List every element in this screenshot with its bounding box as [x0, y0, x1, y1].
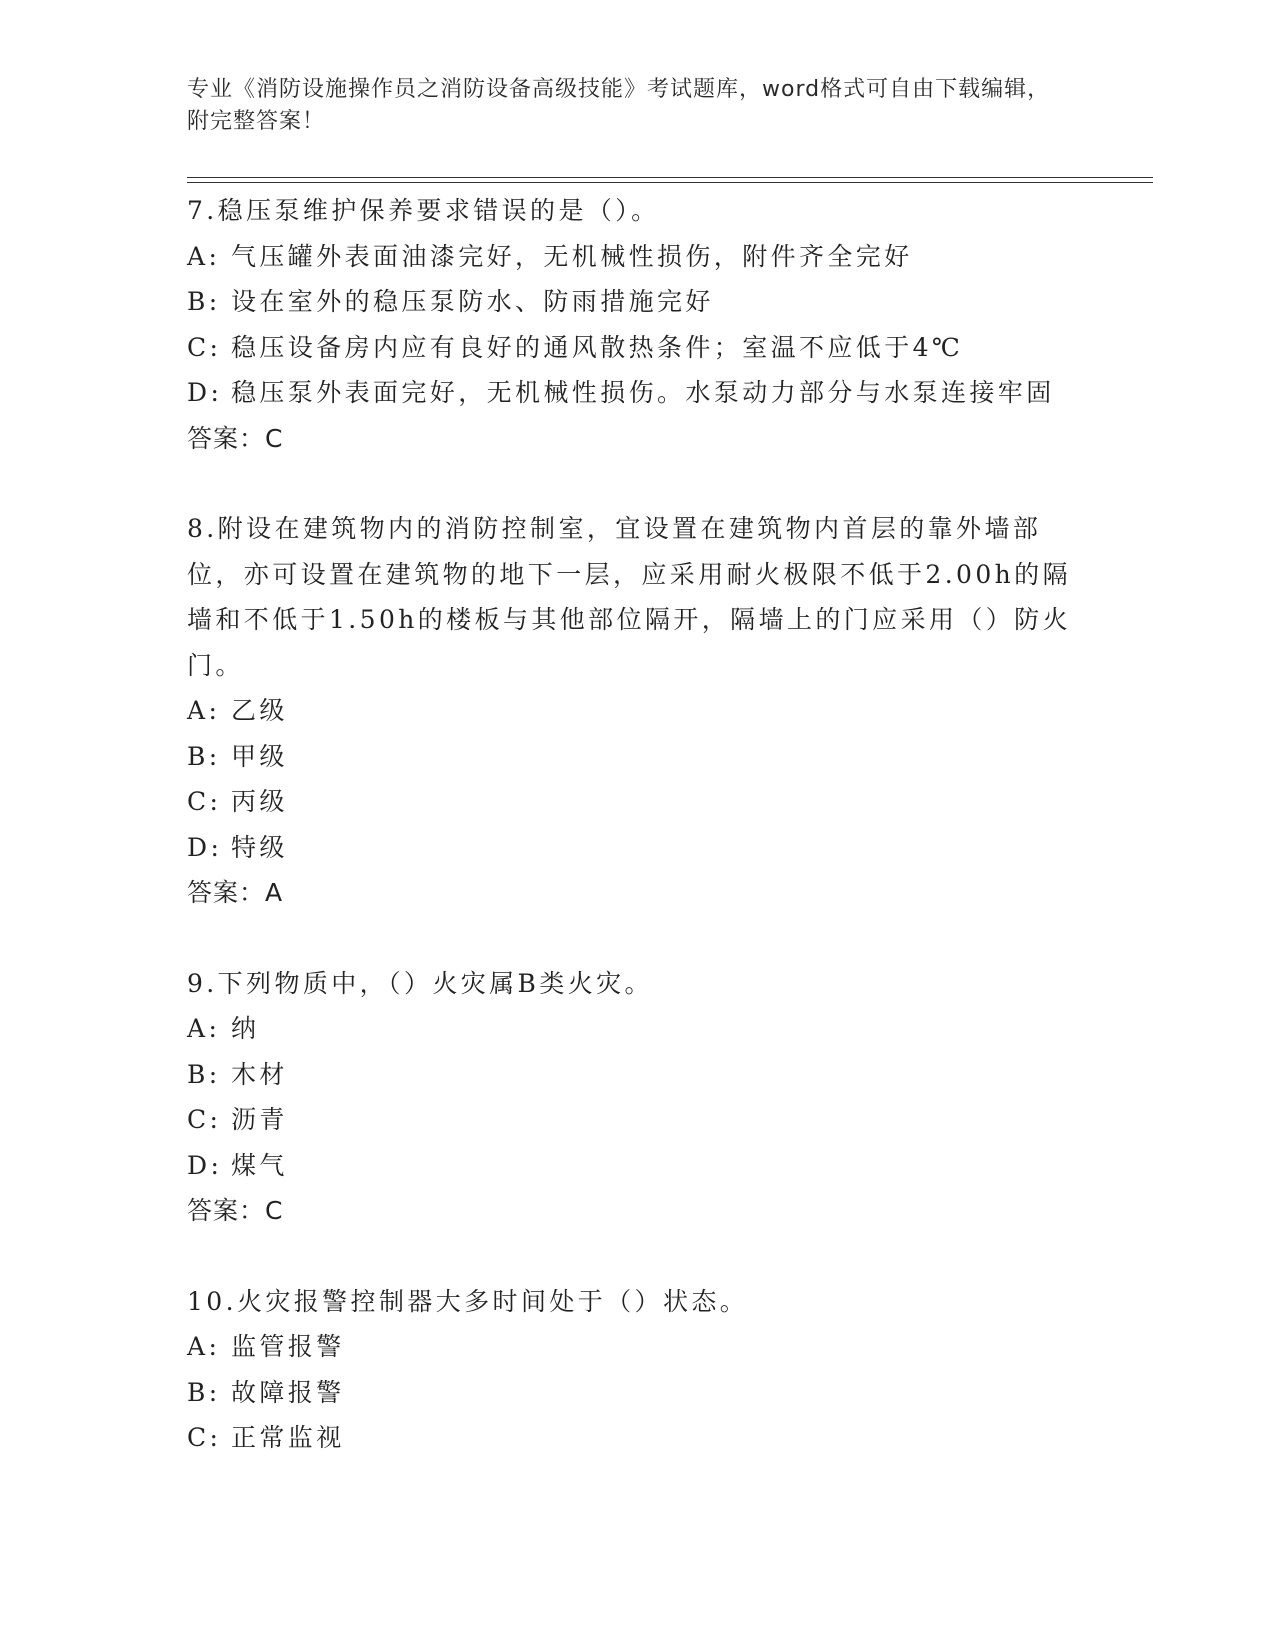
option-d	[187, 1143, 1087, 1189]
option-d	[187, 825, 1087, 871]
option-text: 设在室外的稳压泵防水、防雨措施完好	[231, 287, 714, 316]
option-d	[187, 370, 1087, 416]
header-divider-bottom	[187, 182, 1153, 183]
question-8	[187, 506, 1087, 916]
option-text: 乙级	[231, 696, 288, 725]
question-stem: 9.下列物质中，（）火灾属B类火灾。	[187, 968, 653, 998]
option-b	[187, 1370, 1087, 1416]
option-key: D:	[187, 832, 223, 862]
option-a	[187, 1006, 1087, 1052]
answer-line: 答案：C	[187, 423, 284, 453]
option-key: A:	[187, 1332, 221, 1361]
question-spacer	[187, 916, 1087, 961]
answer-line: 答案：C	[187, 1196, 284, 1225]
question-10	[187, 1279, 1087, 1461]
question-list	[187, 188, 1087, 1461]
header-divider-top	[187, 177, 1153, 178]
option-text: 沥青	[231, 1105, 288, 1134]
option-text: 稳压设备房内应有良好的通风散热条件；室温不应低于4℃	[231, 332, 964, 362]
question-stem: 7.稳压泵维护保养要求错误的是（）。	[187, 196, 660, 225]
option-text: 纳	[231, 1014, 260, 1043]
question-9	[187, 961, 1087, 1234]
option-key: B:	[187, 1059, 221, 1089]
question-stem: 8.附设在建筑物内的消防控制室，宜设置在建筑物内首层的靠外墙部位，亦可设置在建筑物的地下一层，应采用耐火极限不低于2.00h的隔墙和不低于1.50h的楼板与其他部位隔开，隔墙上的门应采用（）防火门。	[187, 514, 1071, 680]
option-text: 煤气	[231, 1150, 288, 1180]
option-b	[187, 734, 1087, 780]
option-a	[187, 234, 1087, 280]
option-c	[187, 1415, 1087, 1461]
option-key: D:	[187, 378, 223, 407]
option-a	[187, 688, 1087, 734]
option-key: C:	[187, 787, 222, 816]
option-text: 甲级	[231, 741, 288, 771]
question-spacer	[187, 461, 1087, 506]
option-text: 监管报警	[231, 1332, 345, 1361]
option-key: A:	[187, 696, 221, 725]
option-text: 气压罐外表面油漆完好，无机械性损伤，附件齐全完好	[231, 241, 913, 271]
option-b	[187, 1052, 1087, 1098]
answer-line: 答案：A	[187, 878, 284, 907]
option-a	[187, 1324, 1087, 1370]
option-c	[187, 325, 1087, 371]
option-text: 故障报警	[231, 1377, 345, 1407]
option-text: 木材	[231, 1059, 288, 1089]
option-text: 丙级	[231, 787, 288, 816]
option-key: D:	[187, 1150, 223, 1180]
option-key: B:	[187, 1377, 221, 1407]
option-key: B:	[187, 287, 221, 316]
question-7	[187, 188, 1087, 461]
option-key: A:	[187, 241, 221, 271]
question-stem: 10.火灾报警控制器大多时间处于（）状态。	[187, 1286, 749, 1316]
document-header: 专业《消防设施操作员之消防设备高级技能》考试题库，word格式可自由下载编辑，附完整答案！	[187, 77, 1051, 134]
option-c	[187, 779, 1087, 825]
option-text: 稳压泵外表面完好，无机械性损伤。水泵动力部分与水泵连接牢固	[231, 378, 1055, 407]
option-key: C:	[187, 1423, 222, 1452]
option-text: 特级	[231, 832, 288, 862]
option-text: 正常监视	[231, 1423, 345, 1452]
option-key: B:	[187, 741, 221, 771]
option-b	[187, 279, 1087, 325]
question-spacer	[187, 1234, 1087, 1279]
option-key: C:	[187, 1105, 222, 1134]
option-c	[187, 1097, 1087, 1143]
option-key: A:	[187, 1014, 221, 1043]
option-key: C:	[187, 332, 222, 362]
